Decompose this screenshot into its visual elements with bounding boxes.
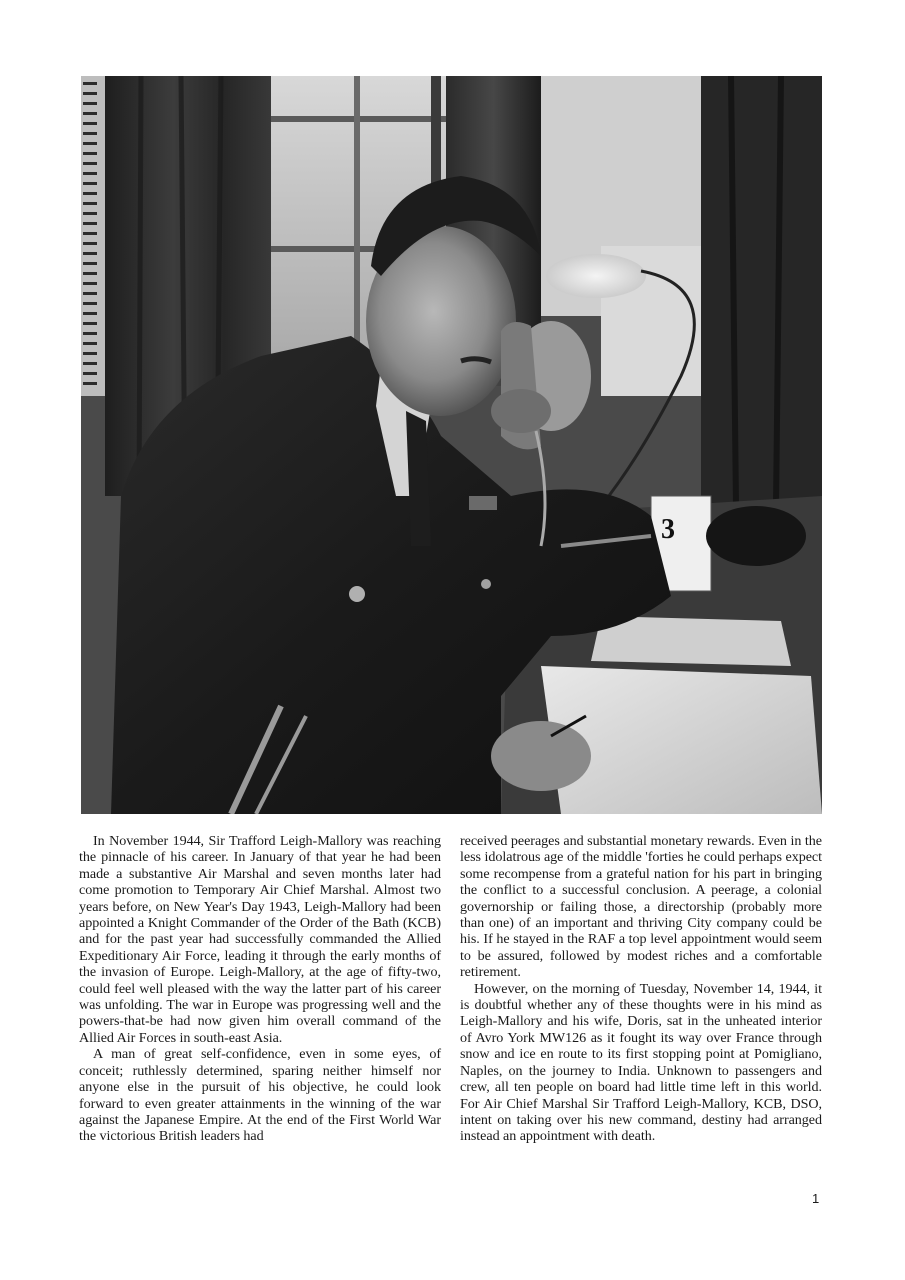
- paragraph: A man of great self-confidence, even in some eyes, of conceit; ruthlessly determined, sparing neither himself nor anyone else in the pursuit of his objective, he could look forward to even greater attainments in the winning of the war against the Japanese Empire. At the end of the First World War the victorious British leaders had: [79, 1046, 441, 1145]
- page-number: 1: [812, 1191, 820, 1206]
- calendar-digit: 3: [661, 514, 675, 545]
- paragraph: However, on the morning of Tuesday, November 14, 1944, it is doubtful whether any of these thoughts were in his mind as Leigh-Mallory and his wife, Doris, sat in the unheated interior of Avro York MW126 as it fought its way over France through snow and ice en route to its first stopping point at Pomigliano, Naples, on the journey to India. Unknown to passengers and crew, all ten people on board had little time left in this world. For Air Chief Marshal Sir Trafford Leigh-Mallory, KCB, DSO, intent on taking over his new command, destiny had arranged instead an appointment with death.: [460, 980, 822, 1145]
- paragraph: In November 1944, Sir Trafford Leigh-Mallory was reaching the pinnacle of his career. In January of that year he had been made a substantive Air Marshal and seven months later had come promotion to Temporary Air Chief Marshal. Almost two years before, on New Year's Day 1943, Leigh-Mallory had been appointed a Knight Commander of the Order of the Bath (KCB) and for the past year had successfully commanded the Allied Expeditionary Air Force, leading it through the early months of the invasion of Europe. Leigh-Mallory, at the age of fifty-two, could feel well pleased with the way the latter part of his career was unfolding. The war in Europe was progressing well and the powers-that-be had now given him overall command of the Allied Air Forces in south-east Asia.: [79, 833, 441, 1046]
- left-text-column: [79, 833, 441, 1145]
- portrait-photograph: [81, 76, 822, 814]
- paragraph: received peerages and substantial monetary rewards. Even in the less idolatrous age of the middle 'forties he could perhaps expect some recompense from a grateful nation for his part in bringing the conflict to a successful conclusion. A peerage, a colonial governorship or failing those, a directorship (probably more than one) of an important and thriving City company could be his. If he stayed in the RAF a top level appointment would seem to be assured, followed by modest riches and a comfortable retirement.: [460, 833, 822, 981]
- right-text-column: [460, 833, 822, 1145]
